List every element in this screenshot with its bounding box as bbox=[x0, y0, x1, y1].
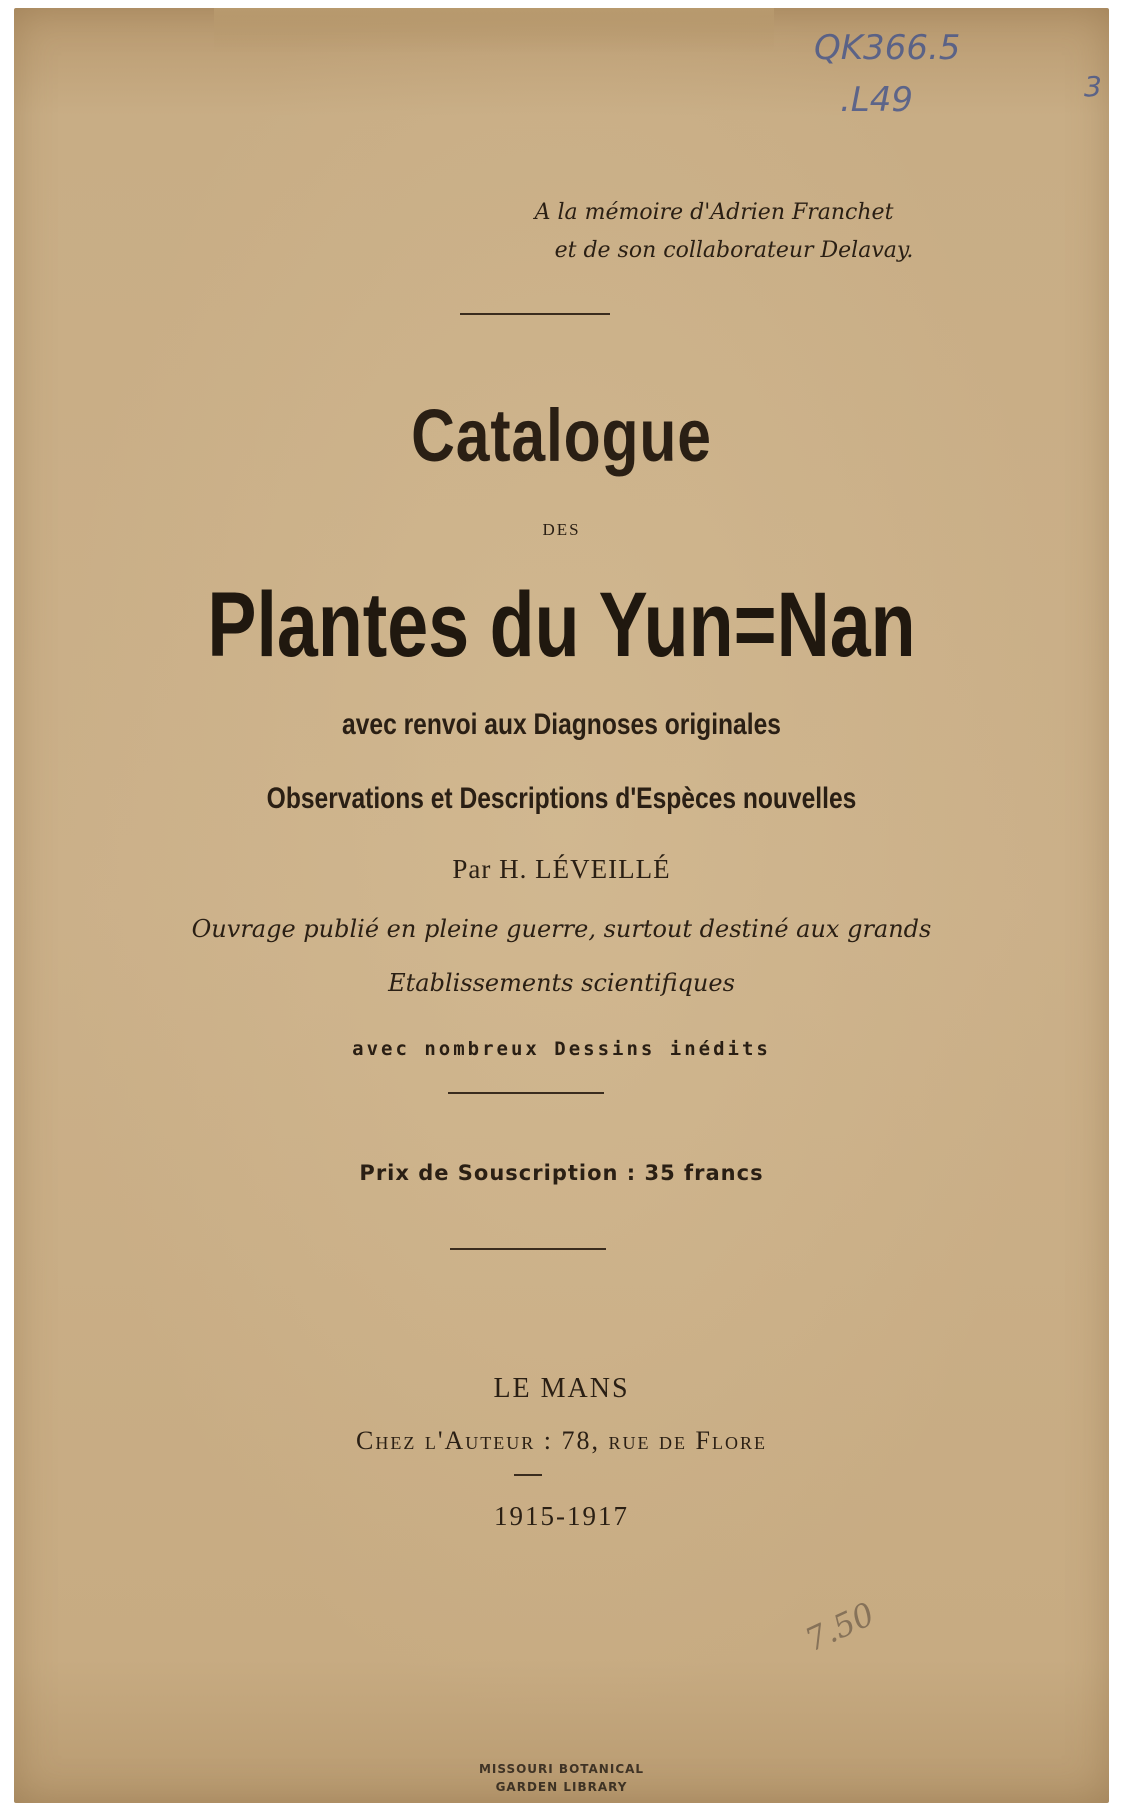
subscription-price: Prix de Souscription : 35 francs bbox=[359, 1161, 764, 1185]
call-number-line2: .L49 bbox=[840, 80, 914, 120]
drawings-note: avec nombreux Dessins inédits bbox=[352, 1038, 771, 1060]
title-catalogue: Catalogue bbox=[411, 394, 712, 477]
publication-years: 1915-1917 bbox=[494, 1501, 629, 1531]
subtitle-line1: avec renvoi aux Diagnoses originales bbox=[342, 708, 781, 741]
dedication-line2: et de son collaborateur Delavay. bbox=[554, 238, 914, 263]
document-page bbox=[14, 8, 1109, 1803]
divider-short bbox=[514, 1474, 542, 1476]
author: Par H. LÉVEILLÉ bbox=[452, 854, 671, 884]
call-number-side: 3 bbox=[1084, 70, 1102, 103]
title-des: DES bbox=[542, 520, 581, 539]
library-stamp-line2: GARDEN LIBRARY bbox=[495, 1780, 628, 1794]
publisher-address: Chez l'Auteur : 78, rue de Flore bbox=[356, 1426, 767, 1455]
divider-top bbox=[460, 313, 610, 315]
note-line2: Etablissements scientifiques bbox=[388, 969, 735, 997]
dedication-line1: A la mémoire d'Adrien Franchet bbox=[534, 200, 894, 225]
publisher-city: LE MANS bbox=[493, 1373, 630, 1404]
note-line1: Ouvrage publié en pleine guerre, surtout destiné aux grands bbox=[191, 915, 932, 943]
call-number-line1: QK366.5 bbox=[814, 28, 961, 68]
library-stamp-line1: MISSOURI BOTANICAL bbox=[478, 1762, 645, 1776]
divider-lower bbox=[450, 1248, 606, 1250]
torn-edge bbox=[214, 8, 774, 52]
pencil-price: 7.50 bbox=[799, 1594, 880, 1660]
divider-middle bbox=[448, 1092, 604, 1094]
title-main: Plantes du Yun=Nan bbox=[207, 574, 916, 676]
dedication bbox=[434, 194, 994, 270]
subtitle-line2: Observations et Descriptions d'Espèces nouvelles bbox=[266, 782, 857, 815]
